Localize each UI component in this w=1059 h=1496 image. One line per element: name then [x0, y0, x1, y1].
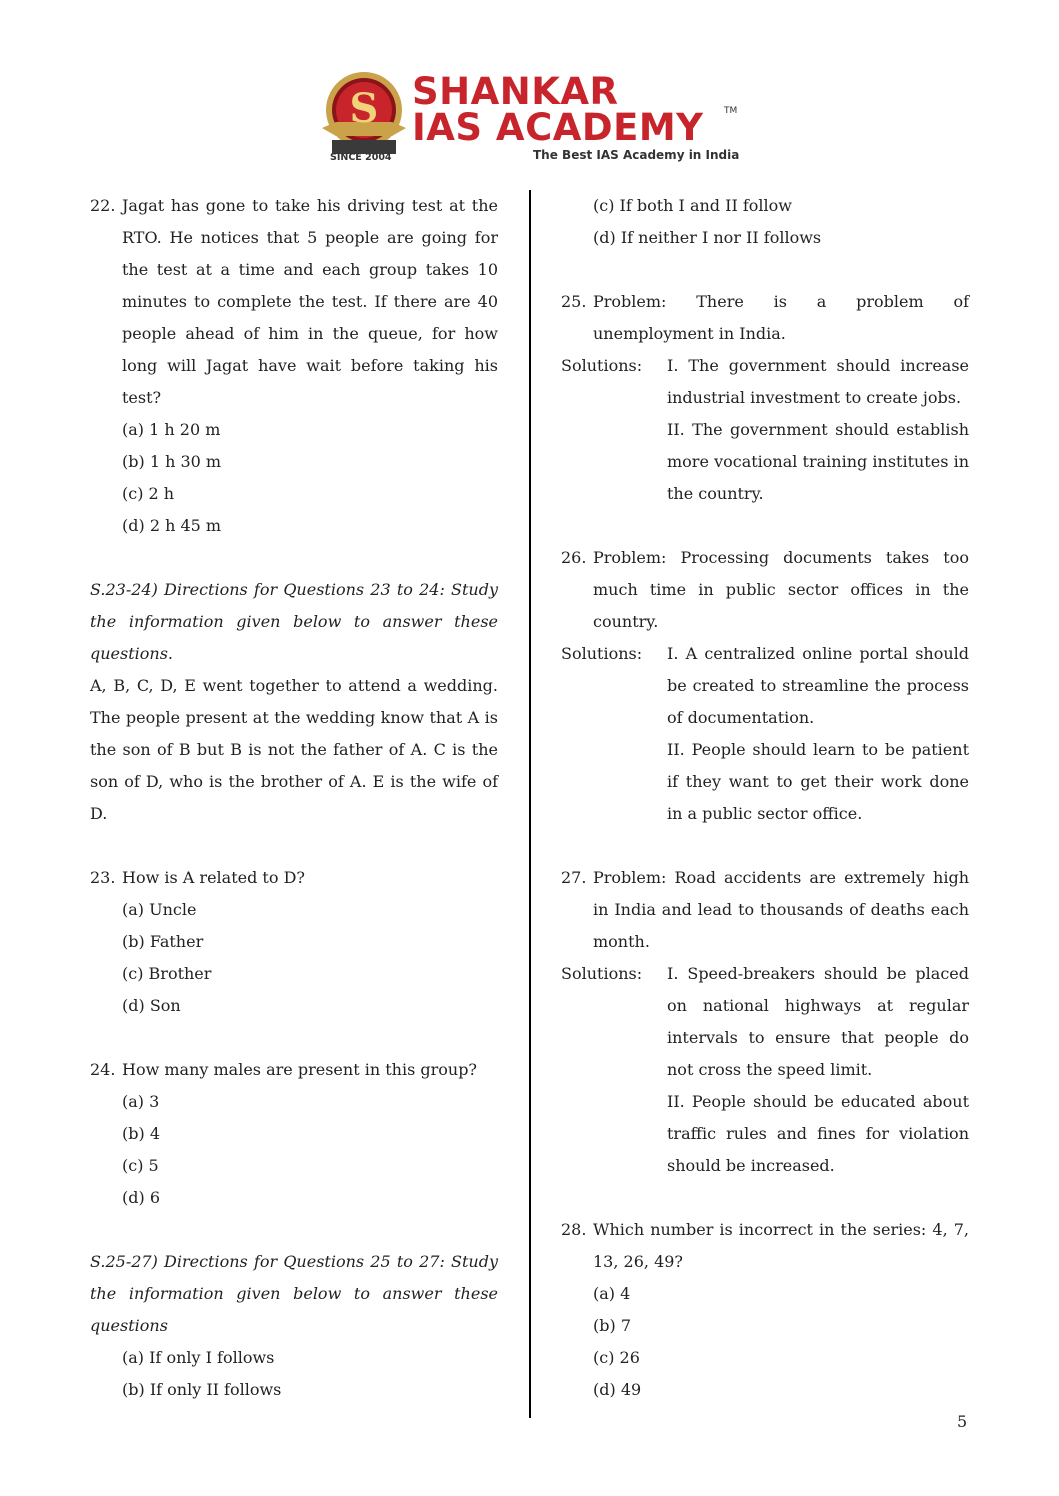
options-25-27-part1	[90, 1342, 498, 1406]
since-label: SINCE 2004	[330, 152, 392, 163]
solution-2: II. People should learn to be patient if they want to get their work done in a public sector office.	[667, 740, 969, 823]
solutions-label: Solutions:	[561, 964, 643, 983]
option: (d) 6	[122, 1188, 160, 1207]
question-number: 25.	[561, 292, 587, 311]
solution-2: II. The government should establish more vocational training institutes in the country.	[667, 420, 969, 503]
solutions-27	[561, 958, 969, 1182]
options-25-27-part2	[561, 190, 969, 254]
question-number: 23.	[90, 868, 116, 887]
option: (c) 26	[593, 1348, 640, 1367]
option: (b) 1 h 30 m	[122, 452, 222, 471]
tagline: The Best IAS Academy in India	[533, 148, 740, 162]
question-number: 28.	[561, 1220, 587, 1239]
option: (c) 5	[122, 1156, 159, 1175]
solution-1: I. A centralized online portal should be created to streamline the process of documentation.	[667, 644, 969, 727]
solutions-label: Solutions:	[561, 644, 643, 663]
question-28	[561, 1214, 969, 1278]
solutions-26	[561, 638, 969, 830]
option: (b) Father	[122, 932, 204, 951]
right-column	[561, 190, 969, 1406]
option: (d) 2 h 45 m	[122, 516, 222, 535]
question-25	[561, 286, 969, 350]
brand-name-line1: SHANKAR	[412, 70, 619, 113]
question-text: Jagat has gone to take his driving test at the RTO. He notices that 5 people are going for the test at a time and each group takes 10 minutes to complete the test. If there are 40 people ahead of him in the queue, for how long will Jagat have wait before taking his test?	[122, 196, 498, 407]
passage-23-24: A, B, C, D, E went together to attend a wedding. The people present at the wedding know that A is the son of B but B is not the father of A. C is the son of D, who is the brother of A. E is the wife of D.	[90, 676, 498, 823]
academy-emblem-icon	[318, 66, 410, 166]
trademark-mark: TM	[724, 106, 738, 116]
option: (a) 4	[593, 1284, 631, 1303]
emblem-letter: S	[349, 85, 379, 132]
option: (a) Uncle	[122, 900, 197, 919]
option: (d) 49	[593, 1380, 642, 1399]
option: (b) If only II follows	[122, 1380, 282, 1399]
options-28	[561, 1278, 969, 1406]
question-number: 27.	[561, 868, 587, 887]
option: (a) 1 h 20 m	[122, 420, 221, 439]
page-header	[0, 0, 1059, 170]
question-number: 26.	[561, 548, 587, 567]
problem-text: Problem: Road accidents are extremely high in India and lead to thousands of deaths each month.	[593, 868, 969, 951]
question-23	[90, 862, 498, 894]
option: (c) Brother	[122, 964, 212, 983]
options-24	[90, 1086, 498, 1214]
solutions-label: Solutions:	[561, 356, 643, 375]
directions-25-27: S.25-27) Directions for Questions 25 to 27: Study the information given below to answer these questions	[90, 1252, 498, 1335]
options-22	[90, 414, 498, 542]
option: (b) 7	[593, 1316, 631, 1335]
question-text: How many males are present in this group?	[122, 1060, 478, 1079]
question-text: Which number is incorrect in the series: 4, 7, 13, 26, 49?	[593, 1220, 969, 1271]
question-text: How is A related to D?	[122, 868, 305, 887]
page-number: 5	[957, 1412, 968, 1431]
question-22	[90, 190, 498, 414]
question-number: 22.	[90, 196, 116, 215]
option: (d) Son	[122, 996, 181, 1015]
column-divider	[529, 190, 531, 1418]
question-26	[561, 542, 969, 638]
option: (d) If neither I nor II follows	[593, 228, 822, 247]
option: (c) 2 h	[122, 484, 175, 503]
problem-text: Problem: Processing documents takes too much time in public sector offices in the country.	[593, 548, 969, 631]
solution-1: I. Speed-breakers should be placed on national highways at regular intervals to ensure that people do not cross the speed limit.	[667, 964, 969, 1079]
options-23	[90, 894, 498, 1022]
option: (a) If only I follows	[122, 1348, 275, 1367]
brand-name-line2: IAS ACADEMY	[412, 106, 704, 149]
problem-text: Problem: There is a problem of unemployment in India.	[593, 292, 969, 343]
solution-2: II. People should be educated about traffic rules and fines for violation should be increased.	[667, 1092, 969, 1175]
option: (c) If both I and II follow	[593, 196, 792, 215]
left-column	[90, 190, 498, 1406]
option: (b) 4	[122, 1124, 160, 1143]
question-24	[90, 1054, 498, 1086]
solutions-25	[561, 350, 969, 414]
directions-23-24: S.23-24) Directions for Questions 23 to 24: Study the information given below to answer these questions.	[90, 580, 498, 663]
question-27	[561, 862, 969, 958]
option: (a) 3	[122, 1092, 160, 1111]
question-number: 24.	[90, 1060, 116, 1079]
solution-1: I. The government should increase industrial investment to create jobs.	[667, 356, 969, 407]
